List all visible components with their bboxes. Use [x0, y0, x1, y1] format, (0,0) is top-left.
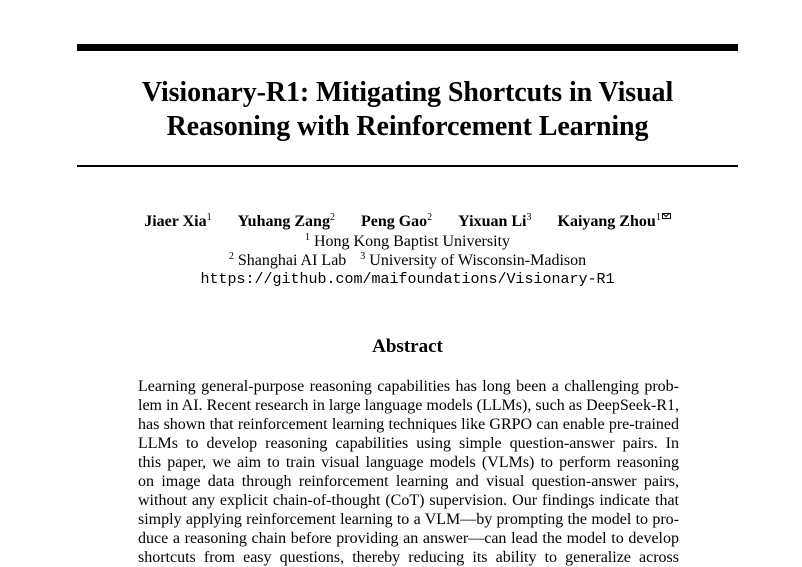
affiliation-name: Hong Kong Baptist University	[314, 233, 510, 250]
author-name: Yuhang Zang	[237, 213, 330, 230]
affiliation-mark: 3	[360, 251, 366, 262]
abstract-line: lem in AI. Recent research in large language models (LLMs), such as DeepSeek-R1,	[138, 397, 679, 414]
abstract-line: this paper, we aim to train visual language models (VLMs) to perform reasoning	[138, 454, 679, 471]
author-affiliation-mark: 1	[206, 212, 212, 223]
affiliation-name: University of Wisconsin-Madison	[369, 252, 587, 269]
paper-title	[77, 76, 738, 144]
title-rule	[77, 165, 738, 167]
author-affiliation-mark: 2	[329, 212, 335, 223]
abstract-line: without any explicit chain-of-thought (CoT) supervision. Our findings indicate that	[138, 492, 679, 509]
author-3	[361, 213, 432, 230]
author-5	[558, 213, 671, 230]
title-line-1: Visionary-R1: Mitigating Shortcuts in Visual	[141, 77, 674, 108]
abstract-line: Learning general-purpose reasoning capabilities has long been a challenging prob-	[138, 378, 679, 395]
abstract-heading: Abstract	[372, 336, 443, 357]
abstract-text	[138, 377, 679, 567]
abstract-line: on image data through reinforcement learning and visual question-answer pairs,	[138, 473, 679, 490]
abstract-line: simply applying reinforcement learning to a VLM—by prompting the model to pro-	[138, 511, 679, 528]
author-list	[77, 212, 738, 232]
abstract-line: duce a reasoning chain before providing an answer—can lead the model to develop	[138, 530, 679, 547]
top-rule	[77, 44, 738, 51]
repository-link[interactable]: https://github.com/maifoundations/Visionary-R1	[200, 271, 615, 288]
author-name: Kaiyang Zhou	[557, 213, 656, 230]
author-affiliation-mark: 2	[427, 212, 433, 223]
author-4	[458, 213, 531, 230]
affiliation-name: Shanghai AI Lab	[237, 252, 347, 269]
author-name: Peng Gao	[360, 213, 428, 230]
author-affiliation-mark: 1	[655, 212, 661, 223]
affiliation-mark: 2	[228, 251, 234, 262]
abstract-line: LLMs to develop reasoning capabilities using simple question-answer pairs. In	[138, 435, 679, 452]
author-affiliation-mark: 3	[526, 212, 532, 223]
author-name: Jiaer Xia	[144, 213, 207, 230]
envelope-icon	[662, 213, 671, 219]
abstract-line: has shown that reinforcement learning techniques like GRPO can enable pre-trained	[138, 416, 679, 433]
title-line-2: Reasoning with Reinforcement Learning	[166, 111, 649, 142]
author-2	[238, 213, 335, 230]
abstract-line: shortcuts from easy questions, thereby reducing its ability to generalize across	[138, 549, 679, 566]
affiliation-1	[77, 232, 738, 251]
author-1	[144, 213, 211, 230]
affiliation-2-3	[77, 251, 738, 270]
author-name: Yixuan Li	[458, 213, 527, 230]
affiliation-mark: 1	[305, 232, 310, 243]
